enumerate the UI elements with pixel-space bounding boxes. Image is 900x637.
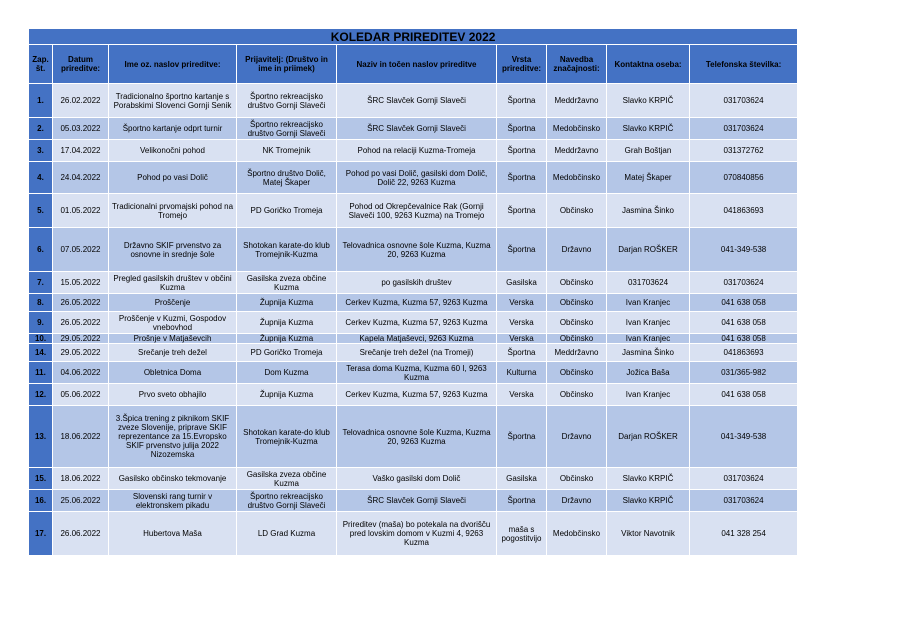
table-row xyxy=(29,118,798,140)
cell-org: Župnija Kuzma xyxy=(237,384,337,406)
cell-name: Obletnica Doma xyxy=(109,362,237,384)
table-row xyxy=(29,406,798,468)
cell-phone: 031/365-982 xyxy=(690,362,798,384)
cell-phone: 041-349-538 xyxy=(690,228,798,272)
cell-name: Srečanje treh dežel xyxy=(109,344,237,362)
cell-name: 3.Špica trening z piknikom SKIF zveze Slovenije, priprave SKIF reprezentance za 15.Evropsko SKIF prvenstvo julija 2022 Nizozemska xyxy=(109,406,237,468)
cell-org: NK Tromejnik xyxy=(237,140,337,162)
cell-org: PD Goričko Tromeja xyxy=(237,194,337,228)
cell-contact: Slavko KRPIČ xyxy=(607,468,690,490)
calendar-sheet xyxy=(28,28,797,556)
cell-level: Občinsko xyxy=(547,194,607,228)
cell-place: Prireditev (maša) bo potekala na dvorišču pred lovskim domom v Kuzmi 4, 9263 Kuzma xyxy=(337,512,497,556)
cell-contact: Jasmina Šinko xyxy=(607,344,690,362)
cell-no: 13. xyxy=(29,406,53,468)
cell-type: Športna xyxy=(497,84,547,118)
table-row xyxy=(29,294,798,312)
cell-no: 4. xyxy=(29,162,53,194)
cell-place: ŠRC Slavček Gornji Slaveči xyxy=(337,84,497,118)
cell-type: Športna xyxy=(497,344,547,362)
cell-no: 9. xyxy=(29,312,53,334)
cell-phone: 041863693 xyxy=(690,344,798,362)
cell-phone: 041-349-538 xyxy=(690,406,798,468)
cell-place: Terasa doma Kuzma, Kuzma 60 I, 9263 Kuzma xyxy=(337,362,497,384)
column-header: Navedba značajnosti: xyxy=(547,45,607,84)
column-header: Naziv in točen naslov prireditve xyxy=(337,45,497,84)
cell-place: Telovadnica osnovne šole Kuzma, Kuzma 20, 9263 Kuzma xyxy=(337,406,497,468)
cell-phone: 041 638 058 xyxy=(690,384,798,406)
cell-level: Občinsko xyxy=(547,294,607,312)
cell-date: 29.05.2022 xyxy=(53,334,109,344)
cell-place: Vaško gasilski dom Dolič xyxy=(337,468,497,490)
column-header: Datum prireditve: xyxy=(53,45,109,84)
table-row xyxy=(29,512,798,556)
cell-org: Župnija Kuzma xyxy=(237,312,337,334)
cell-type: Gasilska xyxy=(497,468,547,490)
cell-date: 05.03.2022 xyxy=(53,118,109,140)
column-header: Zap. št. xyxy=(29,45,53,84)
cell-date: 29.05.2022 xyxy=(53,344,109,362)
table-body xyxy=(29,84,798,556)
cell-name: Hubertova Maša xyxy=(109,512,237,556)
events-table xyxy=(28,28,798,556)
cell-level: Občinsko xyxy=(547,272,607,294)
cell-no: 12. xyxy=(29,384,53,406)
cell-contact: Darjan ROŠKER xyxy=(607,406,690,468)
table-row xyxy=(29,140,798,162)
cell-org: Župnija Kuzma xyxy=(237,334,337,344)
cell-place: Pohod po vasi Dolič, gasilski dom Dolič, Dolič 22, 9263 Kuzma xyxy=(337,162,497,194)
cell-org: Gasilska zveza občine Kuzma xyxy=(237,468,337,490)
table-title: KOLEDAR PRIREDITEV 2022 xyxy=(29,29,798,45)
table-row xyxy=(29,194,798,228)
cell-name: Prošnje v Matjaševcih xyxy=(109,334,237,344)
cell-contact: Jožica Baša xyxy=(607,362,690,384)
cell-level: Državno xyxy=(547,228,607,272)
cell-level: Meddržavno xyxy=(547,84,607,118)
table-row xyxy=(29,334,798,344)
cell-date: 04.06.2022 xyxy=(53,362,109,384)
cell-date: 24.04.2022 xyxy=(53,162,109,194)
cell-type: Športna xyxy=(497,162,547,194)
table-row xyxy=(29,228,798,272)
cell-level: Medobčinsko xyxy=(547,162,607,194)
cell-place: Pohod na relaciji Kuzma-Tromeja xyxy=(337,140,497,162)
table-row xyxy=(29,162,798,194)
cell-org: Športno društvo Dolič, Matej Škaper xyxy=(237,162,337,194)
cell-date: 26.05.2022 xyxy=(53,294,109,312)
cell-name: Športno kartanje odprt turnir xyxy=(109,118,237,140)
cell-date: 26.06.2022 xyxy=(53,512,109,556)
cell-place: Pohod od Okrepčevalnice Rak (Gornji Slaveči 100, 9263 Kuzma) na Tromejo xyxy=(337,194,497,228)
cell-phone: 041 638 058 xyxy=(690,312,798,334)
cell-date: 17.04.2022 xyxy=(53,140,109,162)
cell-name: Slovenski rang turnir v elektronskem pikadu xyxy=(109,490,237,512)
cell-place: Cerkev Kuzma, Kuzma 57, 9263 Kuzma xyxy=(337,294,497,312)
cell-org: Shotokan karate-do klub Tromejnik-Kuzma xyxy=(237,228,337,272)
cell-place: Kapela Matjaševci, 9263 Kuzma xyxy=(337,334,497,344)
cell-type: Športna xyxy=(497,194,547,228)
cell-no: 7. xyxy=(29,272,53,294)
cell-no: 6. xyxy=(29,228,53,272)
cell-place: ŠRC Slavček Gornji Slaveči xyxy=(337,490,497,512)
cell-name: Velikonočni pohod xyxy=(109,140,237,162)
cell-org: Gasilska zveza občine Kuzma xyxy=(237,272,337,294)
cell-contact: Slavko KRPIČ xyxy=(607,490,690,512)
cell-org: Dom Kuzma xyxy=(237,362,337,384)
cell-place: Telovadnica osnovne šole Kuzma, Kuzma 20, 9263 Kuzma xyxy=(337,228,497,272)
cell-type: maša s pogostitvijo xyxy=(497,512,547,556)
cell-type: Verska xyxy=(497,294,547,312)
cell-no: 11. xyxy=(29,362,53,384)
cell-date: 26.02.2022 xyxy=(53,84,109,118)
cell-type: Športna xyxy=(497,140,547,162)
cell-phone: 031703624 xyxy=(690,84,798,118)
cell-type: Kulturna xyxy=(497,362,547,384)
header-row xyxy=(29,45,798,84)
column-header: Ime oz. naslov prireditve: xyxy=(109,45,237,84)
cell-date: 18.06.2022 xyxy=(53,468,109,490)
cell-no: 16. xyxy=(29,490,53,512)
cell-name: Proščenje v Kuzmi, Gospodov vnebovhod xyxy=(109,312,237,334)
column-header: Telefonska številka: xyxy=(690,45,798,84)
cell-contact: 031703624 xyxy=(607,272,690,294)
cell-phone: 041 638 058 xyxy=(690,294,798,312)
cell-no: 14. xyxy=(29,344,53,362)
cell-type: Športna xyxy=(497,490,547,512)
cell-org: Shotokan karate-do klub Tromejnik-Kuzma xyxy=(237,406,337,468)
cell-org: Športno rekreacijsko društvo Gornji Slaveči xyxy=(237,490,337,512)
cell-name: Tradicionalni prvomajski pohod na Tromejo xyxy=(109,194,237,228)
cell-contact: Matej Škaper xyxy=(607,162,690,194)
cell-level: Občinsko xyxy=(547,384,607,406)
table-row xyxy=(29,344,798,362)
cell-type: Verska xyxy=(497,334,547,344)
cell-no: 15. xyxy=(29,468,53,490)
table-row xyxy=(29,490,798,512)
cell-date: 15.05.2022 xyxy=(53,272,109,294)
cell-level: Medobčinsko xyxy=(547,512,607,556)
cell-name: Proščenje xyxy=(109,294,237,312)
cell-type: Športna xyxy=(497,118,547,140)
cell-contact: Slavko KRPIČ xyxy=(607,118,690,140)
cell-date: 05.06.2022 xyxy=(53,384,109,406)
cell-contact: Ivan Kranjec xyxy=(607,384,690,406)
cell-type: Športna xyxy=(497,406,547,468)
table-row xyxy=(29,272,798,294)
column-header: Prijavitelj: (Društvo in ime in priimek) xyxy=(237,45,337,84)
cell-no: 8. xyxy=(29,294,53,312)
cell-no: 17. xyxy=(29,512,53,556)
cell-level: Državno xyxy=(547,490,607,512)
cell-no: 10. xyxy=(29,334,53,344)
cell-date: 18.06.2022 xyxy=(53,406,109,468)
cell-phone: 031703624 xyxy=(690,118,798,140)
cell-phone: 031372762 xyxy=(690,140,798,162)
cell-contact: Slavko KRPIČ xyxy=(607,84,690,118)
cell-date: 25.06.2022 xyxy=(53,490,109,512)
column-header: Kontaktna oseba: xyxy=(607,45,690,84)
cell-phone: 070840856 xyxy=(690,162,798,194)
cell-name: Pregled gasilskih društev v občini Kuzma xyxy=(109,272,237,294)
table-row xyxy=(29,312,798,334)
cell-level: Meddržavno xyxy=(547,140,607,162)
cell-no: 1. xyxy=(29,84,53,118)
cell-type: Verska xyxy=(497,384,547,406)
cell-phone: 041863693 xyxy=(690,194,798,228)
cell-no: 5. xyxy=(29,194,53,228)
cell-date: 01.05.2022 xyxy=(53,194,109,228)
cell-contact: Ivan Kranjec xyxy=(607,312,690,334)
cell-contact: Ivan Kranjec xyxy=(607,334,690,344)
cell-phone: 031703624 xyxy=(690,272,798,294)
cell-level: Medobčinsko xyxy=(547,118,607,140)
cell-name: Državno SKIF prvenstvo za osnovne in srednje šole xyxy=(109,228,237,272)
cell-level: Občinsko xyxy=(547,334,607,344)
cell-name: Prvo sveto obhajilo xyxy=(109,384,237,406)
cell-name: Gasilsko občinsko tekmovanje xyxy=(109,468,237,490)
cell-level: Občinsko xyxy=(547,468,607,490)
cell-level: Državno xyxy=(547,406,607,468)
cell-place: Cerkev Kuzma, Kuzma 57, 9263 Kuzma xyxy=(337,312,497,334)
cell-org: Župnija Kuzma xyxy=(237,294,337,312)
table-row xyxy=(29,468,798,490)
cell-type: Verska xyxy=(497,312,547,334)
cell-org: Športno rekreacijsko društvo Gornji Slaveči xyxy=(237,84,337,118)
cell-org: PD Goričko Tromeja xyxy=(237,344,337,362)
cell-level: Občinsko xyxy=(547,362,607,384)
cell-contact: Viktor Navotnik xyxy=(607,512,690,556)
cell-place: po gasilskih društev xyxy=(337,272,497,294)
cell-name: Tradicionalno športno kartanje s Porabskimi Slovenci Gornji Senik xyxy=(109,84,237,118)
cell-contact: Ivan Kranjec xyxy=(607,294,690,312)
cell-phone: 031703624 xyxy=(690,490,798,512)
cell-place: Srečanje treh dežel (na Tromeji) xyxy=(337,344,497,362)
cell-phone: 041 638 058 xyxy=(690,334,798,344)
cell-contact: Jasmina Šinko xyxy=(607,194,690,228)
cell-phone: 041 328 254 xyxy=(690,512,798,556)
table-row xyxy=(29,362,798,384)
cell-type: Gasilska xyxy=(497,272,547,294)
cell-type: Športna xyxy=(497,228,547,272)
column-header: Vrsta prireditve: xyxy=(497,45,547,84)
cell-place: ŠRC Slavček Gornji Slaveči xyxy=(337,118,497,140)
cell-level: Meddržavno xyxy=(547,344,607,362)
cell-place: Cerkev Kuzma, Kuzma 57, 9263 Kuzma xyxy=(337,384,497,406)
cell-no: 3. xyxy=(29,140,53,162)
cell-level: Občinsko xyxy=(547,312,607,334)
cell-org: Športno rekreacijsko društvo Gornji Slaveči xyxy=(237,118,337,140)
table-row xyxy=(29,384,798,406)
cell-date: 26.05.2022 xyxy=(53,312,109,334)
cell-no: 2. xyxy=(29,118,53,140)
cell-contact: Darjan ROŠKER xyxy=(607,228,690,272)
cell-date: 07.05.2022 xyxy=(53,228,109,272)
cell-contact: Grah Boštjan xyxy=(607,140,690,162)
cell-org: LD Grad Kuzma xyxy=(237,512,337,556)
cell-name: Pohod po vasi Dolič xyxy=(109,162,237,194)
cell-phone: 031703624 xyxy=(690,468,798,490)
table-row xyxy=(29,84,798,118)
